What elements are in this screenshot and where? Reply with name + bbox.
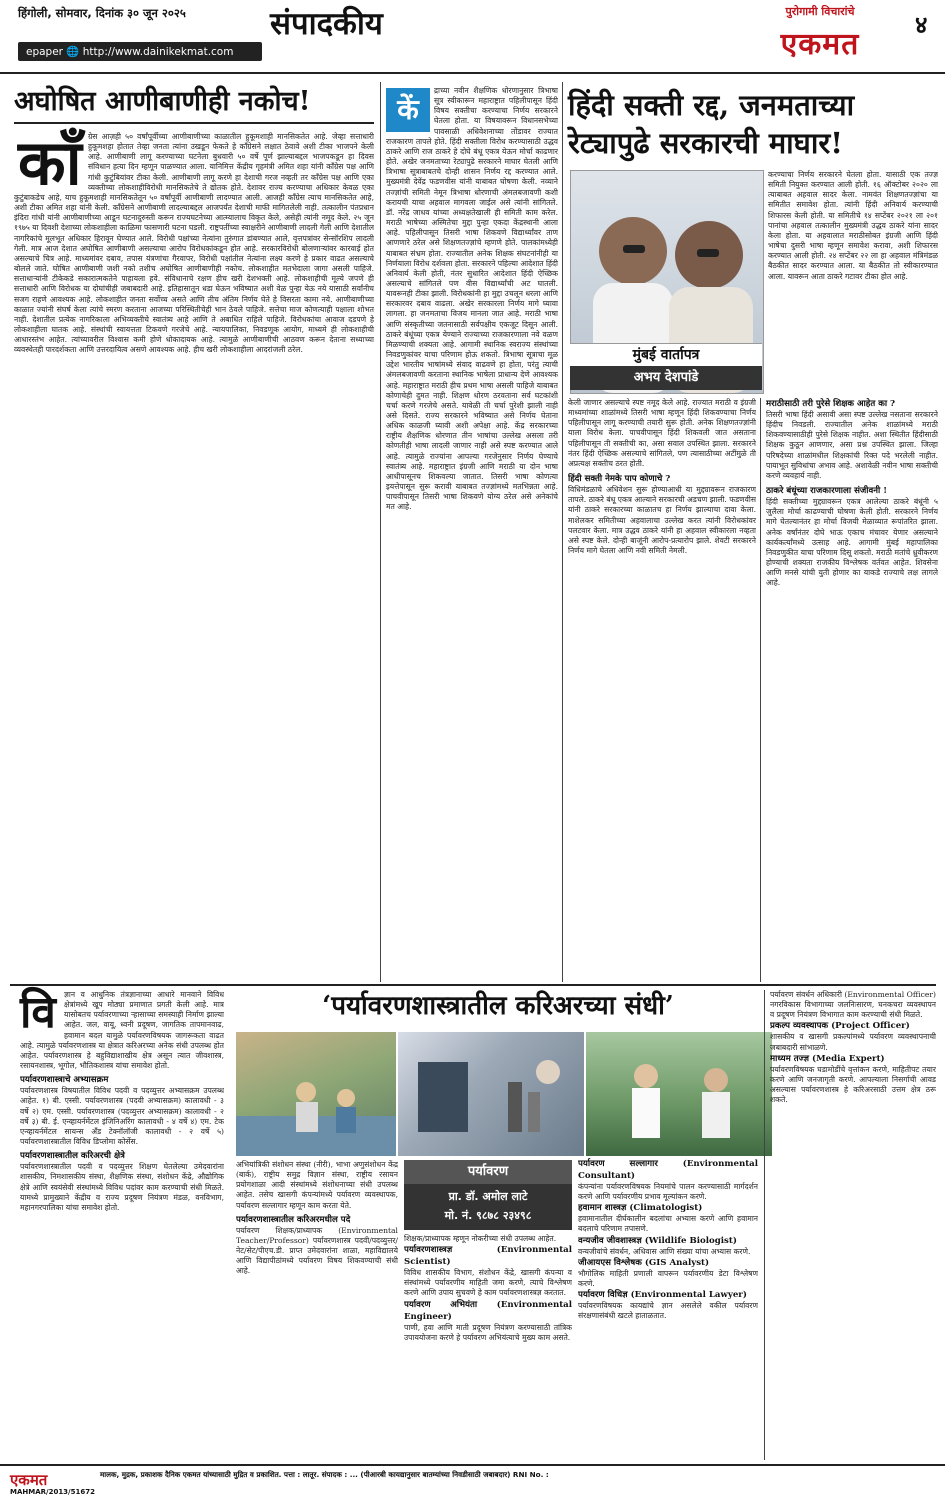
career-headline: ‘पर्यावरणशास्त्रातील करिअरच्या संधी’ xyxy=(322,991,674,1021)
newspaper-logo xyxy=(730,4,910,68)
lead-bottom-text: केली जाणार असल्याचे स्पष्ट नमूद केले आहे. राज्यात मराठी व इंग्रजी माध्यमांच्या शाळांमध्ये तिसरी भाषा म्हणून हिंदी शिकवण्याचा निर्णय पहिलीपासून लागू करण्याची तयारी सुरू होती. अनेक शिक्षणतज्ज्ञांनी याला विरोध केला. पाचवीपासून हिंदी शिकवली जात असताना पहिलीपासून ती सक्तीची का, असा सवाल उपस्थित झाला. सरकारने नंतर हिंदी ऐच्छिक असल्याचे सांगितले, पण त्यासाठीच्या अटींमुळे ती अप्रत्यक्ष सक्तीच ठरत होती. xyxy=(568,398,756,468)
career-col5-subheading-2: माध्यम तज्ज्ञ (Media Expert) xyxy=(770,1053,885,1064)
column-rule xyxy=(760,398,761,982)
column-title: मुंबई वार्तापत्र xyxy=(570,343,762,366)
globe-icon: 🌐 xyxy=(66,46,80,58)
career-subheading-1: पर्यावरणशास्त्राचे अभ्यासक्रम xyxy=(20,1075,109,1086)
lab-photo xyxy=(398,1032,584,1156)
career-col2 xyxy=(236,1160,398,1460)
subheading-1: हिंदी सक्ती नेमके पाप कोणाचे ? xyxy=(568,474,671,485)
career-col4-sub2-text: हवामानातील दीर्घकालीन बदलांचा अभ्यास करणे आणि हवामान बदलाचे परिणाम तपासणे. xyxy=(578,1214,758,1234)
career-intro: ज्ञान व आधुनिक तंत्रज्ञानाच्या आधारे मानवाने विविध क्षेत्रांमध्ये खूप मोठ्या प्रमाणात प्रगती केली आहे. मात्र यासोबतच पर्यावरणाच्या ऱ्हासाच्या समस्याही निर्माण झाल्या आहेत. जल, वायू, ध्वनी प्रदूषण, जागतिक तापमानवाढ, हवामान बदल यामुळे पर्यावरणविषयक जागरूकता वाढत आहे. त्यामुळे पर्यावरणशास्त्र या क्षेत्रात करिअरच्या अनेक संधी उपलब्ध होत आहेत. पर्यावरणशास्त्र हे बहुविद्याशाखीय क्षेत्र असून त्यात जीवशास्त्र, रसायनशास्त्र, भूगोल, भौतिकशास्त्र यांचा समावेश होतो. xyxy=(20,990,224,1071)
middle-text: द्राच्या नवीन शैक्षणिक धोरणानुसार त्रिभाषा सूत्र स्वीकारून महाराष्ट्रात पहिलीपासून हिंदी विषय सक्तीचा करण्याचा निर्णय सरकारने घेतला होता. या विषयावरून विधानसभेच्या पावसाळी अधिवेशनाच्या तोंडावर राज्यात राजकारण तापले होते. हिंदी सक्तीला विरोध करण्यासाठी उद्धव ठाकरे आणि राज ठाकरे हे दोघे बंधू एकत्र येऊन मोर्चा काढणार होते. अखेर जनमताच्या रेट्यापुढे सरकारने माघार घेतली आणि त्रिभाषा सूत्राबाबतचे दोन्ही शासन निर्णय रद्द करण्यात आले. मुख्यमंत्री देवेंद्र फडणवीस यांनी याबाबत घोषणा केली. नव्याने तज्ज्ञांची समिती नेमून त्रिभाषा धोरणाची अंमलबजावणी कशी करायची याचा अहवाल मागवला जाईल असे त्यांनी सांगितले. डॉ. नरेंद्र जाधव यांच्या अध्यक्षतेखाली ही समिती काम करेल. मराठी भाषेच्या अस्मितेचा मुद्दा पुन्हा एकदा केंद्रस्थानी आला आहे. पहिलीपासून तिसरी भाषा शिकवणे विद्यार्थ्यांवर ताण आणणारे ठरेल असे शिक्षणतज्ज्ञांचे म्हणणे होते. पालकांमध्येही याबाबत संभ्रम होता. राज्यातील अनेक शिक्षक संघटनांनीही या निर्णयाला विरोध दर्शवला होता. सरकारने पहिल्या आदेशात हिंदी अनिवार्य केली होती, नंतर सुधारित आदेशात हिंदी ऐच्छिक असल्याचे सांगितले पण वीस विद्यार्थ्यांची अट घातली. यावरूनही टीका झाली. विरोधकांनी हा मुद्दा उचलून धरला आणि सरकारवर दबाव वाढला. अखेर सरकारला निर्णय मागे घ्यावा लागला. हा जनमताचा विजय मानला जात आहे. मराठी भाषा आणि संस्कृतीच्या जतनासाठी सर्वपक्षीय एकजूट दिसून आली. ठाकरे बंधूंच्या एकत्र येण्याने राज्याच्या राजकारणाला नवे वळण मिळण्याची शक्यता आहे. आगामी स्थानिक स्वराज्य संस्थांच्या निवडणुकांवर याचा परिणाम होऊ शकतो. त्रिभाषा सूत्राचा मूळ उद्देश भारतीय भाषांमध्ये संवाद वाढवणे हा होता, परंतु त्याची अंमलबजावणी करताना स्थानिक भाषेला प्राधान्य देणे आवश्यक आहे. महाराष्ट्रात मराठी हीच प्रथम भाषा असली पाहिजे याबाबत कोणाचेही दुमत नाही. शिक्षण धोरण ठरवताना सर्व घटकांशी चर्चा करणे गरजेचे असते. यावेळी ती चर्चा पुरेशी झाली नाही असे दिसते. राज्य सरकारने भविष्यात असे निर्णय घेताना अधिक काळजी घ्यावी अशी अपेक्षा आहे. केंद्र सरकारच्या राष्ट्रीय शैक्षणिक धोरणात तीन भाषांचा उल्लेख असला तरी कोणतीही भाषा लादली जाणार नाही असे स्पष्ट करण्यात आले आहे. त्यामुळे राज्यांना आपल्या गरजेनुसार निर्णय घेण्याचे स्वातंत्र्य आहे. महाराष्ट्रात इंग्रजी आणि मराठी या दोन भाषा आधीपासूनच शिकवल्या जातात. तिसरी भाषा कोणत्या इयत्तेपासून सुरू करावी याबाबत तज्ज्ञांमध्ये मतभिन्नता आहे. पाचवीपासून तिसरी भाषा शिकवणे योग्य ठरेल असे अनेकांचे मत आहे. xyxy=(386,86,558,512)
career-col4-subheading-5: पर्यावरण विधिज्ञ (Environmental Lawyer) xyxy=(578,1290,747,1301)
career-col3-text: शिक्षक/प्राध्यापक म्हणून नोकरीच्या संधी उपलब्ध आहेत. xyxy=(404,1234,557,1243)
epaper-label: epaper xyxy=(26,46,64,58)
editorial-headline: अघोषित आणीबाणीही नकोच! xyxy=(14,86,311,117)
field-research-photo xyxy=(236,1032,396,1156)
career-col4-subheading-1: पर्यावरण सल्लागार (Environmental Consultant) xyxy=(578,1159,758,1181)
career-col2-text: अभियांत्रिकी संशोधन संस्था (नीरी), भाभा अणुसंशोधन केंद्र (बार्क), राष्ट्रीय समुद्र विज्ञान संस्था, राष्ट्रीय रसायन प्रयोगशाळा आदी संस्थांमध्ये संशोधनाच्या संधी उपलब्ध आहेत. तसेच खासगी कंपन्यांमध्ये पर्यावरण व्यवस्थापक, पर्यावरण सल्लागार म्हणून काम करता येते. xyxy=(236,1160,398,1210)
column-rule xyxy=(380,82,381,982)
career-tag: पर्यावरण xyxy=(404,1160,572,1184)
lead-right-text: करण्याचा निर्णय सरकारने घेतला होता. यासाठी एक तज्ज्ञ समिती नियुक्त करण्यात आली होती. १६ ऑक्टोबर २०२० ला त्याबाबत अहवाल सादर केला. नामवंत शिक्षणतज्ज्ञांचा या समितीत समावेश होता. त्यांनी हिंदी अनिवार्य करण्याची शिफारस केली होती. या समितीचे १४ सप्टेंबर २०२१ ला २०१ पानांचा अहवाल तत्कालीन मुख्यमंत्री उद्धव ठाकरे यांना सादर केला होता. या अहवालात मराठीसोबत इंग्रजी आणि हिंदी भाषेचा दुसरी भाषा म्हणून समावेश करावा, अशी शिफारस करण्यात आली होती. २४ सप्टेंबर २२ ला हा अहवाल मंत्रिमंडळ बैठकीत सादर करण्यात आला. या बैठकीत तो स्वीकारण्यात आला. यावरून आता ठाकरे गटावर टीका होत आहे. xyxy=(768,170,938,281)
epaper-url: http://www.dainikekmat.com xyxy=(82,46,234,58)
career-sub1-text: पर्यावरणशास्त्र विषयातील विविध पदवी व पदव्युत्तर अभ्यासक्रम उपलब्ध आहेत. १) बी. एस्सी. पर्यावरणशास्त्र (पदवी अभ्यासक्रम) कालावधी - ३ वर्षे २) एम. एस्सी. पर्यावरणशास्त्र (पदव्युत्तर अभ्यासक्रम) कालावधी - २ वर्षे ३) बी. ई. एन्व्हायर्नमेंटल इंजिनिअरिंग कालावधी - ४ वर्षे ४) एम. टेक एन्व्हायर्नमेंटल सायन्स अँड टेक्नॉलॉजी कालावधी - २ वर्षे ५) पर्यावरणशास्त्रातील विविध डिप्लोमा कोर्सेस. xyxy=(20,1086,224,1147)
lead-headline xyxy=(568,86,938,162)
page-number: ४ xyxy=(915,11,928,39)
logo-name: एकमत xyxy=(780,27,860,62)
career-sub2-text: पर्यावरणशास्त्रातील पदवी व पदव्युत्तर शिक्षण घेतलेल्या उमेदवारांना शासकीय, निमशासकीय संस्था, शैक्षणिक संस्था, संशोधन केंद्रे, औद्योगिक क्षेत्रे आणि स्वयंसेवी संस्थांमध्ये विविध पदांवर काम करण्याची संधी मिळते. यामध्ये प्रामुख्याने केंद्रीय व राज्य प्रदूषण नियंत्रण मंडळ, वनविभाग, महानगरपालिका यांचा समावेश होतो. xyxy=(20,1162,224,1212)
career-col4-sub3-text: वन्यजीवांचे संवर्धन, अधिवास आणि संख्या यांचा अभ्यास करणे. xyxy=(578,1246,751,1256)
imprint-footer xyxy=(0,1464,945,1503)
photo-illustration xyxy=(236,1032,396,1156)
career-col4-subheading-2: हवामान शास्त्रज्ञ (Climatologist) xyxy=(578,1203,703,1214)
lead-right-body xyxy=(768,170,938,392)
lead-right-column xyxy=(766,398,938,982)
logo-tagline: पुरोगामी विचारांचे xyxy=(785,5,855,18)
career-col2-sub-text: पर्यावरण शिक्षक/प्राध्यापक (Environmental Teacher/Professor) पर्यावरणशास्त्र पदवी/पदव्युत्तर/नेट/सेट/पीएच.डी. प्राप्त उमेदवारांना शाळा, महाविद्यालये आणि विद्यापीठांमध्ये पर्यावरण विषय शिकवण्याची संधी आहे. xyxy=(236,1225,398,1276)
column-rule xyxy=(764,990,765,1460)
career-col3-subheading-2: पर्यावरण अभियंता (Environmental Engineer) xyxy=(404,1299,572,1322)
section-title: संपादकीय xyxy=(270,6,383,42)
career-col3-sub2-text: पाणी, हवा आणि माती प्रदूषण नियंत्रण करण्यासाठी तांत्रिक उपाययोजना करणे हे पर्यावरण अभियंत्याचे मुख्य काम असते. xyxy=(404,1322,572,1342)
lead-left-column xyxy=(568,398,756,982)
career-col3 xyxy=(404,1234,572,1460)
career-drop-letter: वि xyxy=(20,987,56,1038)
subheading-1-text: विधिमंडळाचे अधिवेशन सुरू होण्याआधी या मुद्द्यावरून राजकारण तापले. ठाकरे बंधू एकत्र आल्याने सरकारची अडचण झाली. फडणवीस यांनी ठाकरे सरकारच्या काळातच हा निर्णय झाल्याचा दावा केला. माशेलकर समितीच्या अहवालाचा उल्लेख करत त्यांनी विरोधकांवर पलटवार केला. मात्र उद्धव ठाकरे यांनी हा अहवाल स्वीकारला नव्हता असे स्पष्ट केले. दोन्ही बाजूंनी आरोप-प्रत्यारोप झाले. शेवटी सरकारने निर्णय मागे घेतला आणि नवी समिती नेमली. xyxy=(568,485,756,556)
middle-body xyxy=(386,86,558,982)
photo-illustration xyxy=(398,1032,584,1156)
career-col3-sub1-text: विविध शासकीय विभाग, संशोधन केंद्रे, खासगी कंपन्या व संस्थांमध्ये पर्यावरणीय माहिती जमा करणे, त्याचे विश्लेषण करणे आणि उपाय सुचवणे हे काम पर्यावरणशास्त्रज्ञ करतात. xyxy=(404,1268,572,1298)
middle-drop-letter: कें xyxy=(386,88,430,132)
career-author: प्रा. डॉ. अमोल लाटे xyxy=(448,1190,528,1203)
editorial-drop-letter: काँ xyxy=(18,126,82,199)
career-col4-subheading-4: जीआयएस विश्लेषक (GIS Analyst) xyxy=(578,1257,710,1268)
editorial-body xyxy=(14,126,374,912)
masthead xyxy=(0,0,945,74)
footer-logo: एकमत xyxy=(10,1471,48,1489)
career-col4-sub4-text: भौगोलिक माहिती प्रणाली वापरून पर्यावरणीय डेटा विश्लेषण करणे. xyxy=(578,1268,758,1288)
lead-headline-line2: रेट्यापुढे सरकारची माघार! xyxy=(568,126,843,160)
career-col1 xyxy=(20,987,224,1460)
career-col5-text: पर्यावरण संवर्धन अधिकारी (Environmental Officer) नगरविकास विभागाच्या जलनिःसारण, घनकचरा व्यवस्थापन व प्रदूषण नियंत्रण विभागात काम करण्याची संधी मिळते. xyxy=(770,990,936,1020)
career-col5-subheading-1: प्रकल्प व्यवस्थापक (Project Officer) xyxy=(770,1021,910,1032)
subheading-2: मराठीसाठी तरी पुरेसे शिक्षक आहेत का ? xyxy=(766,399,896,409)
column-author: अभय देशपांडे xyxy=(570,366,762,390)
editorial-text: ग्रेस आज़ही ५० वर्षांपूर्वीच्या आणीबाणीच्या काळातील हुकूमशाही मानसिकतेत आहे. जेव्हा सत्ताधारी हुकूमशहा होतात तेव्हा जनता त्यांना उखडून फेकते हे काँग्रेसने लक्षात ठेवावे अशी टीका भाजपने केली आहे. आणीबाणी लागू करण्याच्या घटनेला बुधवारी ५० वर्षे पूर्ण झाल्याबद्दल भाजपकडून हा दिवस संविधान हत्या दिन म्हणून पाळण्यात आला. यानिमित्त केंद्रीय गृहमंत्री अमित शहा यांनी काँग्रेस पक्ष आणि गांधी कुटुंबियांवर टीका केली. आणीबाणी लागू करणे हा देशाची गरज नव्हती तर काँग्रेस पक्ष आणि एका व्यक्तीच्या लोकशाहीविरोधी मानसिकतेचे ते द्योतक होते. देशावर राज्य करण्याचा अधिकार केवळ एका कुटुंबाकडेच आहे, याच हुकूमशाही मानसिकतेतून ५० वर्षांपूर्वी आणीबाणी लादण्यात आली. आजही काँग्रेस त्याच मानसिकतेत आहे, अशी टीका अमित शहा यांनी केली. काँग्रेसने आणीबाणी लादल्याबद्दल आजपर्यंत देशाची माफी मागितलेली नाही. तत्कालीन पंतप्रधान इंदिरा गांधी यांनी आणीबाणीच्या आडून घटनादुरुस्ती करून राज्यघटनेच्या आत्म्यालाच विकृत केले, असेही त्यांनी नमूद केले. २५ जून १९७५ या दिवशी देशाच्या लोकशाहीला काळिमा फासणारी घटना घडली. राष्ट्रपतींच्या स्वाक्षरीने आणीबाणी लादली गेली आणि देशातील नागरिकांचे मूलभूत अधिकार हिरावून घेण्यात आले. विरोधी पक्षांच्या नेत्यांना तुरुंगात डांबण्यात आले, वृत्तपत्रांवर सेन्सॉरशिप लादली गेली. मात्र आज देशात अघोषित आणीबाणी असल्याचा आरोप विरोधकांकडून होत आहे. सरकारविरोधी बोलणाऱ्यांवर कारवाई होत असल्याचे चित्र आहे. माध्यमांवर दबाव, तपास यंत्रणांचा गैरवापर, विरोधी पक्षांतील नेत्यांना लक्ष्य करणे हे प्रकार वाढत असल्याचे बोलले जाते. घोषित आणीबाणी जशी नको तशीच अघोषित आणीबाणीही नकोच. लोकशाहीत मतभेदाला जागा असली पाहिजे. सत्ताधाऱ्यांनी टीकेकडे सकारात्मकतेने पाहायला हवे. संविधानाचे रक्षण हीच खरी देशभक्ती आहे. लोकशाहीची मूल्ये जपणे ही सत्ताधारी आणि विरोधक या दोघांचीही जबाबदारी आहे. इतिहासातून धडा घेऊन भविष्यात अशी वेळ पुन्हा येऊ नये यासाठी सर्वांनीच सजग राहणे आवश्यक आहे. लोकशाहीत जनता सर्वोच्च असते आणि तीच अंतिम निर्णय घेते हे विसरता कामा नये. आणीबाणीच्या काळात ज्यांनी संघर्ष केला त्यांचे स्मरण करताना आजच्या परिस्थितीचेही भान ठेवले पाहिजे. सत्तेचा माज कोणत्याही पक्षाला शोभत नाही. देशातील प्रत्येक नागरिकाला अभिव्यक्तीचे स्वातंत्र्य आहे आणि ते अबाधित राहिले पाहिजे. विरोधकांचा आवाज दडपणे हे लोकशाहीला घातक आहे. संस्थांची स्वायत्तता टिकवणे गरजेचे आहे. न्यायपालिका, निवडणूक आयोग, माध्यमे ही लोकशाहीची आधारस्तंभ आहेत. त्यांच्यावरील विश्वास कमी होणे धोकादायक आहे. त्यामुळे आणीबाणीची आठवण करून देताना सध्याच्या व्यवस्थेतही पारदर्शकता आणि उत्तरदायित्व असणे आवश्यक आहे. हीच खरी लोकशाहीला आदरांजली ठरेल. xyxy=(14,132,374,355)
footer-registration: MAHMAR/2013/51672 xyxy=(10,1488,95,1496)
career-subheading-2: पर्यावरणशास्त्रातील करिअरची क्षेत्रे xyxy=(20,1151,125,1162)
lead-headline-line1: हिंदी सक्ती रद्द, जनमताच्या xyxy=(568,88,855,122)
career-col5-sub2-text: पर्यावरणविषयक घडामोडींचे वृत्तांकन करणे, माहितीपट तयार करणे आणि जनजागृती करणे. आपल्याला निसर्गाची आवड असल्यास पर्यावरणशास्त्र हे करिअरसाठी उत्तम क्षेत्र ठरू शकते. xyxy=(770,1064,936,1105)
dateline: हिंगोली, सोमवार, दिनांक ३० जून २०२५ xyxy=(18,6,186,20)
career-byline xyxy=(404,1184,572,1230)
column-rule xyxy=(562,82,563,982)
career-col4-subheading-3: वन्यजीव जीवशास्त्रज्ञ (Wildlife Biologist) xyxy=(578,1235,737,1246)
career-col4-sub1-text: कंपन्यांना पर्यावरणविषयक नियमांचे पालन करण्यासाठी मार्गदर्शन करणे आणि पर्यावरणीय प्रभाव मूल्यांकन करणे. xyxy=(578,1182,758,1202)
footer-imprint: मालक, मुद्रक, प्रकाशक दैनिक एकमत यांच्यासाठी मुद्रित व प्रकाशित. पत्ता : लातूर. संपादक : ... (पीआरबी कायद्यानुसार बातम्यांच्या निवडीसाठी जबाबदार) RNI No. : xyxy=(100,1470,549,1479)
subheading-3-text: हिंदी सक्तीच्या मुद्द्यावरून एकत्र आलेल्या ठाकरे बंधूंनी ५ जुलैला मोर्चा काढण्याची घोषणा केली होती. सरकारने निर्णय मागे घेतल्यानंतर हा मोर्चा विजयी मेळाव्यात रूपांतरित झाला. अनेक वर्षांनंतर दोघे भाऊ एकाच मंचावर येणार असल्याने कार्यकर्त्यांमध्ये उत्साह आहे. आगामी मुंबई महापालिका निवडणुकीत याचा परिणाम दिसू शकतो. मराठी मतांचे ध्रुवीकरण होण्याची शक्यता राजकीय विश्लेषक वर्तवत आहेत. शिवसेना आणि मनसे यांची युती होणार का याकडे राज्याचे लक्ष लागले आहे. xyxy=(766,497,938,588)
career-col2-subheading: पर्यावरणशास्त्रातील करिअरमधील पदे xyxy=(236,1214,351,1225)
subheading-2-text: तिसरी भाषा हिंदी असावी असा स्पष्ट उल्लेख नसताना सरकारने हिंदीच निवडली. राज्यातील अनेक शाळांमध्ये मराठी शिकवण्यासाठीही पुरेसे शिक्षक नाहीत. अशा स्थितीत हिंदीसाठी शिक्षक कुठून आणणार, असा प्रश्न उपस्थित झाला. जिल्हा परिषदेच्या शाळांमधील शिक्षकांची रिक्त पदे भरलेली नाहीत. पायाभूत सुविधांचा अभाव आहे. अशावेळी नवीन भाषा सक्तीची करणे व्यवहार्य नाही. xyxy=(766,410,938,480)
epaper-link[interactable] xyxy=(18,42,262,61)
career-col3-subheading-1: पर्यावरणशास्त्रज्ञ (Environmental Scientist) xyxy=(404,1245,572,1268)
career-phone: मो. नं. ९८७८ २३४९८ xyxy=(444,1209,532,1222)
divider xyxy=(14,122,374,124)
career-col4-sub5-text: पर्यावरणविषयक कायद्यांचे ज्ञान असलेले वकील पर्यावरण संरक्षणासंबंधी खटले हाताळतात. xyxy=(578,1301,758,1321)
career-col5 xyxy=(770,990,936,1460)
subheading-3: ठाकरे बंधूंच्या राजकारणाला संजीवनी ! xyxy=(766,486,888,497)
career-col4 xyxy=(578,1032,758,1460)
career-col5-sub1-text: शासकीय व खासगी प्रकल्पांमध्ये पर्यावरण व्यवस्थापनाची जबाबदारी सांभाळणे. xyxy=(770,1032,936,1052)
